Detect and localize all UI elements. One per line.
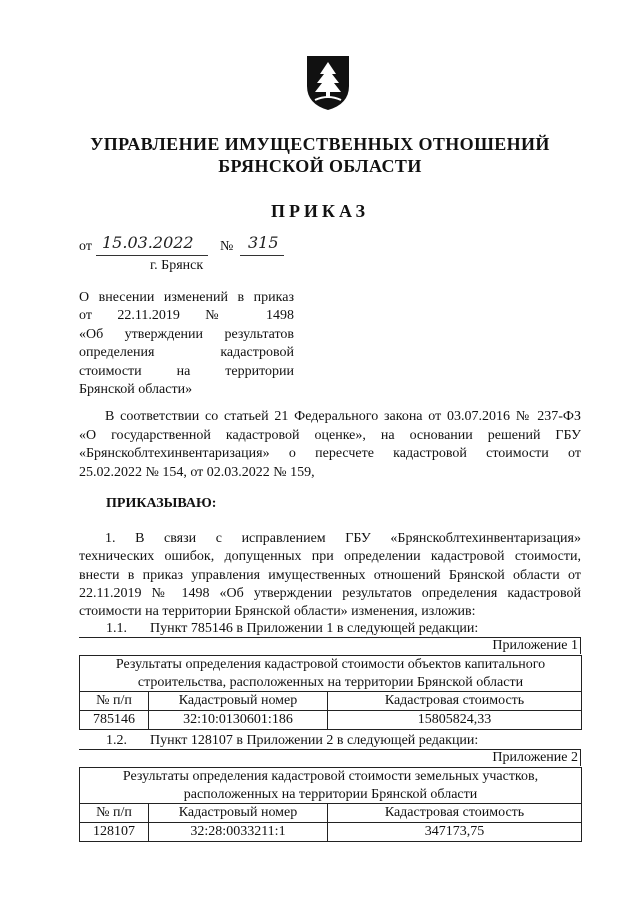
- item-line: 1. В связи с исправлением ГБУ «Брянскоблтехинвентаризация»: [105, 531, 581, 546]
- sub-2-number: 1.2.: [106, 733, 127, 748]
- appendix-2-caption: [79, 767, 582, 804]
- coat-of-arms-emblem: [303, 52, 353, 112]
- organization-name-line1: УПРАВЛЕНИЕ ИМУЩЕСТВЕННЫХ ОТНОШЕНИЙ: [90, 134, 550, 154]
- subject-block: [79, 289, 294, 399]
- appendix-2-table: [79, 803, 582, 842]
- table-cell: 32:10:0130601:186: [149, 711, 328, 730]
- caption-line: расположенных на территории Брянской области: [183, 787, 478, 802]
- table-cell: 32:28:0033211:1: [149, 823, 328, 842]
- table-header-cell: Кадастровая стоимость: [328, 804, 582, 823]
- organization-name-line2: БРЯНСКОЙ ОБЛАСТИ: [218, 156, 422, 176]
- subject-line: Брянской области»: [79, 382, 193, 398]
- preamble-line: 25.02.2022 № 154, от 02.03.2022 № 159,: [79, 464, 315, 480]
- number-value: 315: [248, 233, 279, 252]
- item-line: внести в приказ управления имущественных отношений Брянской области от: [79, 567, 581, 583]
- subject-line: определения кадастровой: [79, 345, 294, 361]
- appendix-1-label: Приложение 1: [492, 638, 581, 654]
- appendix-2-label: Приложение 2: [492, 750, 581, 766]
- preamble-line: «Брянскоблтехинвентаризация» о пересчете кадастровой стоимости от: [79, 446, 581, 461]
- table-cell: 128107: [80, 823, 149, 842]
- table-row: [80, 711, 582, 730]
- subject-line: стоимости на территории: [79, 363, 294, 379]
- caption-line: строительства, расположенных на территории Брянской области: [137, 675, 524, 690]
- preamble-line: В соответствии со статьей 21 Федерального закона от 03.07.2016 № 237-ФЗ: [105, 409, 581, 424]
- table-header-row: [80, 692, 582, 711]
- item-1: [79, 530, 581, 621]
- item-line: технических ошибок, допущенных при определении кадастровой стоимости,: [79, 549, 581, 565]
- order-word: ПРИКАЗЫВАЮ:: [106, 496, 217, 511]
- table-header-cell: № п/п: [80, 692, 149, 711]
- caption-line: Результаты определения кадастровой стоимости земельных участков,: [122, 769, 539, 784]
- date-field: [96, 235, 208, 256]
- date-value: 15.03.2022: [102, 233, 194, 252]
- subject-line: О внесении изменений в приказ: [79, 290, 294, 305]
- subject-line: «Об утверждении результатов: [79, 326, 294, 342]
- item-line: 22.11.2019 № 1498 «Об утверждении результатов определения кадастровой: [79, 585, 581, 601]
- table-row: [80, 823, 582, 842]
- document-title: ПРИКАЗ: [270, 201, 370, 221]
- preamble-line: «О государственной кадастровой оценке», на основании решений ГБУ: [79, 427, 581, 443]
- appendix-1-table: [79, 691, 582, 730]
- date-prefix: от: [79, 239, 92, 254]
- number-prefix: №: [220, 239, 234, 254]
- table-header-cell: Кадастровый номер: [149, 804, 328, 823]
- table-header-cell: Кадастровая стоимость: [328, 692, 582, 711]
- caption-line: Результаты определения кадастровой стоимости объектов капитального: [115, 657, 546, 672]
- sub-1-text: Пункт 785146 в Приложении 1 в следующей редакции:: [150, 621, 479, 636]
- table-cell: 347173,75: [328, 823, 582, 842]
- subject-line: от 22.11.2019 № 1498: [79, 308, 294, 324]
- city: г. Брянск: [150, 258, 204, 273]
- table-cell: 15805824,33: [328, 711, 582, 730]
- table-header-row: [80, 804, 582, 823]
- sub-1-number: 1.1.: [106, 621, 127, 636]
- number-field: [240, 235, 284, 256]
- table-header-cell: № п/п: [80, 804, 149, 823]
- table-cell: 785146: [80, 711, 149, 730]
- preamble: [79, 408, 581, 482]
- appendix-1-caption: [79, 655, 582, 692]
- sub-2-text: Пункт 128107 в Приложении 2 в следующей редакции:: [150, 733, 479, 748]
- table-header-cell: Кадастровый номер: [149, 692, 328, 711]
- item-line: стоимости на территории Брянской области» изменения, изложив:: [79, 604, 476, 620]
